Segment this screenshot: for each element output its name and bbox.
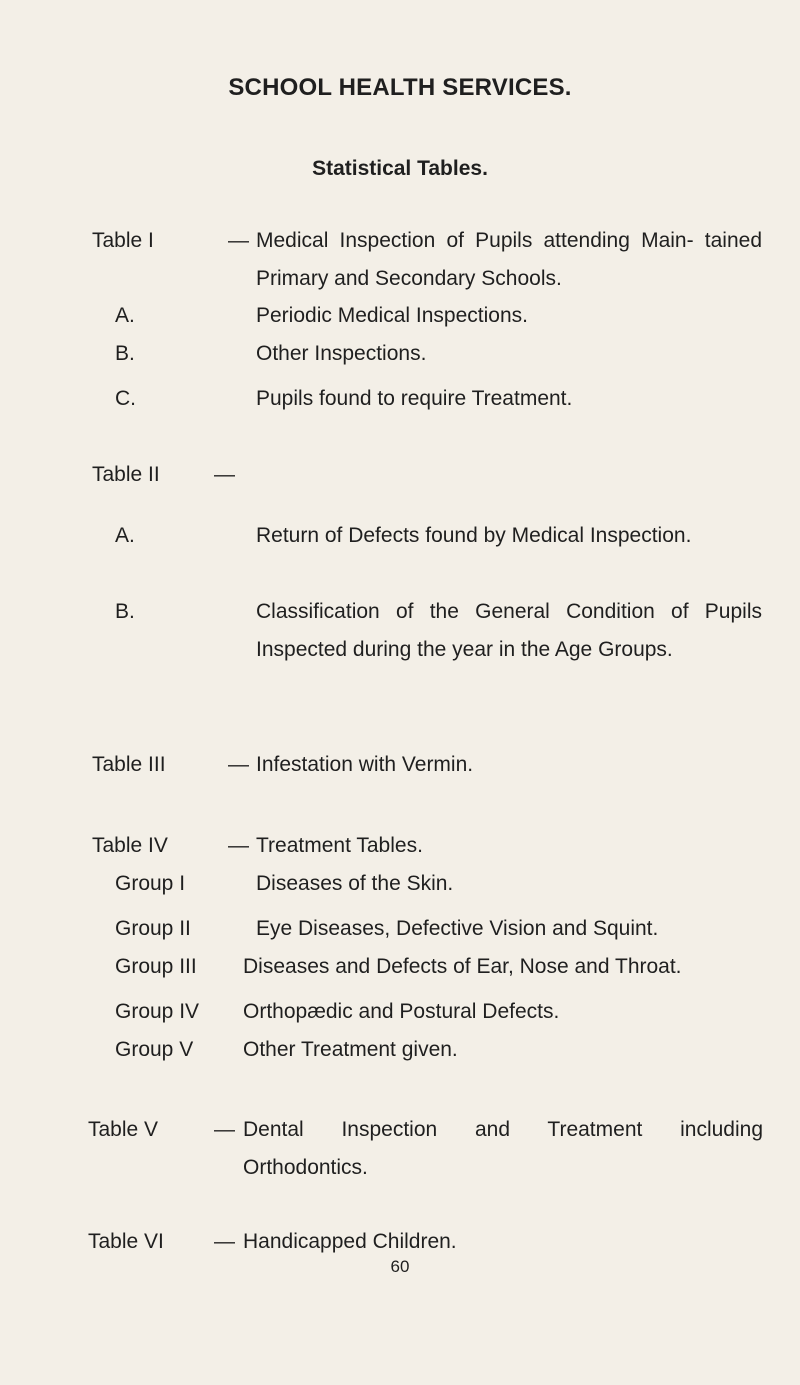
page-subtitle: Statistical Tables. xyxy=(312,157,488,180)
table-2-item-a-description: Return of Defects found by Medical Inspection. xyxy=(256,524,692,547)
table-4-group-1-label: Group I xyxy=(115,872,186,895)
table-1-dash: — xyxy=(228,229,249,252)
table-2-dash: — xyxy=(214,463,235,486)
table-4-group-5-label: Group V xyxy=(115,1038,194,1061)
table-2-item-b-label: B. xyxy=(115,600,135,623)
table-4-dash: — xyxy=(228,834,249,857)
table-4-description: Treatment Tables. xyxy=(256,834,423,857)
table-4-label: Table IV xyxy=(92,834,168,857)
table-2-item-b-description: Classification of the General Condition of Pupils Inspected during the year in the Age Groups. xyxy=(256,600,762,661)
table-5-dash: — xyxy=(214,1118,235,1141)
table-1-item-b-label: B. xyxy=(115,342,135,365)
table-4-group-2-description: Eye Diseases, Defective Vision and Squint. xyxy=(256,917,659,940)
table-2-label: Table II xyxy=(92,463,160,486)
table-4-group-4-description: Orthopædic and Postural Defects. xyxy=(243,1000,560,1023)
table-3-label: Table III xyxy=(92,753,166,776)
table-4-group-3-label: Group III xyxy=(115,955,197,978)
table-1-item-a-label: A. xyxy=(115,304,135,327)
table-5-label: Table V xyxy=(88,1118,159,1141)
table-1-label: Table I xyxy=(92,229,154,252)
table-5-description: Dental Inspection and Treatment including Orthodontics. xyxy=(243,1118,763,1179)
table-4-group-2-label: Group II xyxy=(115,917,191,940)
table-1-description: Medical Inspection of Pupils attending Main- tained Primary and Secondary Schools. xyxy=(256,229,762,290)
table-4-group-5-description: Other Treatment given. xyxy=(243,1038,458,1061)
table-1-item-c-description: Pupils found to require Treatment. xyxy=(256,387,573,410)
table-1-item-a-description: Periodic Medical Inspections. xyxy=(256,304,528,327)
page-number: 60 xyxy=(390,1257,410,1276)
table-3-dash: — xyxy=(228,753,249,776)
table-6-dash: — xyxy=(214,1230,235,1253)
table-3-description: Infestation with Vermin. xyxy=(256,753,474,776)
table-6-description: Handicapped Children. xyxy=(243,1230,457,1253)
table-6-label: Table VI xyxy=(88,1230,164,1253)
page-title: SCHOOL HEALTH SERVICES. xyxy=(228,74,572,101)
table-1-item-b-description: Other Inspections. xyxy=(256,342,427,365)
table-4-group-4-label: Group IV xyxy=(115,1000,200,1023)
table-2-item-a-label: A. xyxy=(115,524,135,547)
table-4-group-1-description: Diseases of the Skin. xyxy=(256,872,454,895)
table-1-item-c-label: C. xyxy=(115,387,136,410)
table-4-group-3-description: Diseases and Defects of Ear, Nose and Throat. xyxy=(243,955,682,978)
